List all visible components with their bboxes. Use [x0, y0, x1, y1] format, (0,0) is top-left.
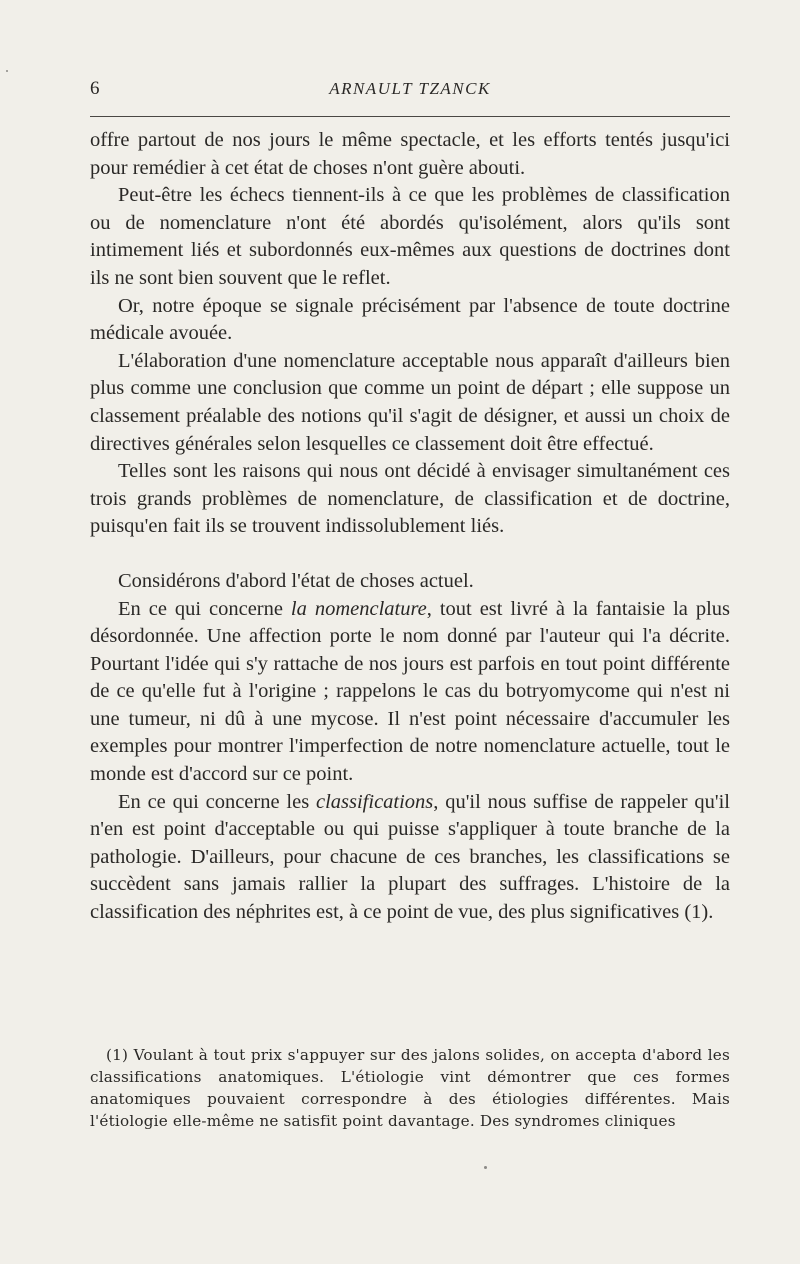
emphasis-nomenclature: la nomenclature — [290, 597, 427, 620]
header-rule — [90, 116, 730, 117]
paragraph: En ce qui concerne la nomenclature, tout est livré à la fantaisie la plus désordonnée. Une affection porte le nom donné par l'auteur qui l'a décrite. Pourtant l'idée qui s'y rattache de nos jours est parfois en tout point différente de ce qu'elle fut à l'origine ; rappelons le cas du botryomycome qui n'est ni une tumeur, ni dû à une mycose. Il n'est point nécessaire d'accumuler les exemples pour montrer l'imperfection de notre nomenclature actuelle, tout le monde est d'accord sur ce point. — [90, 597, 731, 786]
paper-speck — [484, 1166, 487, 1169]
body-text — [90, 127, 730, 927]
paragraph: L'élaboration d'une nomenclature acceptable nous apparaît d'ailleurs bien plus comme une conclusion que comme un point de départ ; elle suppose un classement préalable des notions qu'il s'agit de désigner, et aussi un choix de directives générales selon lesquelles ce classement doit être effectué. — [90, 349, 730, 455]
page-number: 6 — [90, 78, 100, 99]
paragraph: En ce qui concerne les classifications, qu'il nous suffise de rappeler qu'il n'en est point d'acceptable ou qui puisse s'appliquer à toute branche de la pathologie. D'ailleurs, pour chacune de ces branches, les classifications se succèdent sans jamais rallier la plupart des suffrages. L'histoire de la classification des néphrites est, à ce point de vue, des plus significatives (1). — [90, 790, 730, 924]
paragraph: Considérons d'abord l'état de choses actuel. — [118, 569, 474, 592]
paragraph: offre partout de nos jours le même spectacle, et les efforts tentés jusqu'ici pour remédier à cet état de choses n'ont guère abouti. — [90, 129, 730, 179]
paragraph: Or, notre époque se signale précisément par l'absence de toute doctrine médicale avouée. — [90, 294, 730, 345]
footnote-text: (1) Voulant à tout prix s'appuyer sur des jalons solides, on accepta d'abord les classifications anatomiques. L'étiologie vint démontrer que ces formes anatomiques pouvaient correspondre à des étiologies différentes. Mais l'étiologie elle-même ne satisfit point davantage. Des syndromes cliniques — [90, 1046, 730, 1130]
paper-speck — [6, 70, 8, 72]
paragraph: Telles sont les raisons qui nous ont décidé à envisager simultanément ces trois grands problèmes de nomenclature, de classification et de doctrine, puisqu'en fait ils se trouvent indissolublement liés. — [90, 460, 730, 538]
running-head: ARNAULT TZANCK — [329, 79, 491, 98]
emphasis-classifications: classifications — [315, 790, 434, 813]
page-header — [90, 78, 730, 104]
footnote — [90, 1044, 730, 1132]
paragraph: Peut-être les échecs tiennent-ils à ce que les problèmes de classification ou de nomenclature n'ont été abordés qu'isolément, alors qu'ils sont intimement liés et subordonnés eux-mêmes aux questions de doctrines dont ils ne sont bien souvent que le reflet. — [90, 184, 730, 289]
